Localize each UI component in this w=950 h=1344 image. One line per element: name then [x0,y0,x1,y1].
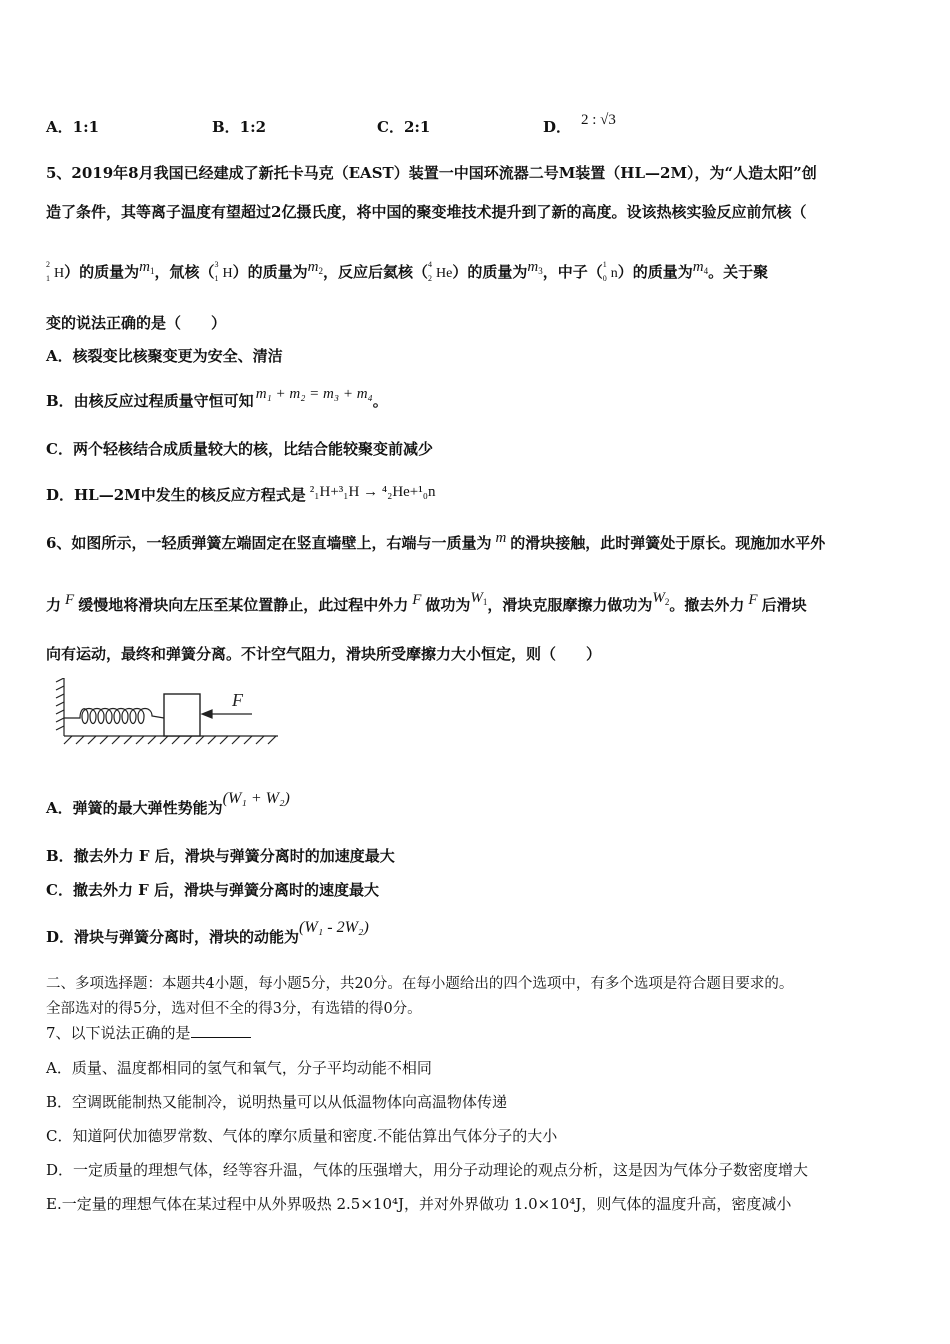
tritium-nucleus: 3 1 H [214,260,233,283]
fusion-equation: ²₁H+³₁H → ⁴₂He+¹₀n [309,484,436,500]
q6-stem-line-3: 向有运动，最终和弹簧分离。不计空气阻力，滑块所受摩擦力大小恒定，则（ ） [46,645,602,663]
q4-option-d-formula: 2 : √3 [581,112,616,128]
q7-option-a: A．质量、温度都相同的氢气和氧气，分子平均动能不相同 [46,1059,432,1077]
q7-option-c: C．知道阿伏加德罗常数、气体的摩尔质量和密度.不能估算出气体分子的大小 [46,1127,558,1145]
q5-stem-line-2: 造了条件，其等离子温度有望超过2亿摄氏度，将中国的聚变堆技术提升到了新的高度。设该热核实验反应前氘核（ [46,203,807,221]
q5-option-a: A．核裂变比核聚变更为安全、清洁 [46,347,283,365]
q7-option-d: D．一定质量的理想气体，经等容升温，气体的压强增大，用分子动理论的观点分析，这是因为气体分子数密度增大 [46,1161,809,1179]
q5-stem-line-3: 2 1 H）的质量为$m_1$，氚核（ 3 1 H）的质量为$m_2$，反应后氦核（ 4 2 He）的质量为$m_3$，中子（ 1 0 n）的质量为$m_4$。关于聚 [46,259,769,283]
q6-option-a-formula: (W₁ + W₂) [222,790,290,807]
spring [64,709,164,724]
neutron: 1 0 n [602,260,618,283]
q7-option-b: B．空调既能制热又能制冷，说明热量可以从低温物体向高温物体传递 [46,1093,508,1111]
q5-stem-line-1: 5、2019年8月我国已经建成了新托卡马克（EAST）装置一中国环流器二号M装置（HL—2M），为“人造太阳”创 [46,164,817,182]
spring-block-figure [52,678,282,748]
q6-option-b: B．撤去外力 F 后，滑块与弹簧分离时的加速度最大 [46,847,395,865]
q6-option-d: D．滑块与弹簧分离时，滑块的动能为(W₁ - 2W₂) [46,919,369,946]
helium-nucleus: 4 2 He [428,260,453,283]
mass-conservation-formula: m₁ + m₂ = m₃ + m₄ [255,386,373,402]
slider-block [164,694,200,736]
answer-blank [191,1025,251,1038]
q5-stem-line-4: 变的说法正确的是（ ） [46,314,227,332]
q7-stem: 7、以下说法正确的是 [46,1022,251,1043]
q5-option-d: D．HL—2M中发生的核反应方程式是 ²₁H+³₁H → ⁴₂He+¹₀n [46,484,436,504]
q6-option-a: A．弹簧的最大弹性势能为(W₁ + W₂) [46,790,290,817]
q4-option-b: B．1:2 [212,118,267,136]
force-arrow [202,710,252,718]
q6-stem-line-1: 6、如图所示，一轻质弹簧左端固定在竖直墙壁上，右端与一质量为 m 的滑块接触，此时弹簧处于原长。现施加水平外 [46,530,826,552]
q6-stem-line-2: 力 F 缓慢地将滑块向左压至某位置静止，此过程中外力 F 做功为$W_1$，滑块克服摩擦力做功为$W_2$。撤去外力 F 后滑块 [46,590,807,614]
wall [56,678,64,736]
q4-option-c: C．2:1 [377,118,431,136]
floor [64,736,278,744]
q5-option-c: C．两个轻核结合成质量较大的核，比结合能较聚变前减少 [46,440,433,458]
section2-heading-line-2: 全部选对的得5分，选对但不全的得3分，有选错的得0分。 [46,1001,422,1017]
q6-option-c: C．撤去外力 F 后，滑块与弹簧分离时的速度最大 [46,881,380,899]
force-label: F [232,690,243,710]
q6-option-d-formula: (W₁ - 2W₂) [299,919,369,936]
q7-option-e: E.一定量的理想气体在某过程中从外界吸热 2.5×10⁴J，并对外界做功 1.0×10⁴J，则气体的温度升高，密度减小 [46,1195,792,1213]
q5-option-b: B．由核反应过程质量守恒可知 m₁ + m₂ = m₃ + m₄。 [46,386,388,410]
q4-option-d: D． 2 : √3 [543,112,616,136]
deuterium-nucleus: 2 1 H [46,260,65,283]
q4-option-a: A．1:1 [46,118,100,136]
section2-heading-line-1: 二、多项选择题：本题共4小题，每小题5分，共20分。在每小题给出的四个选项中，有多个选项是符合题目要求的。 [46,976,794,992]
